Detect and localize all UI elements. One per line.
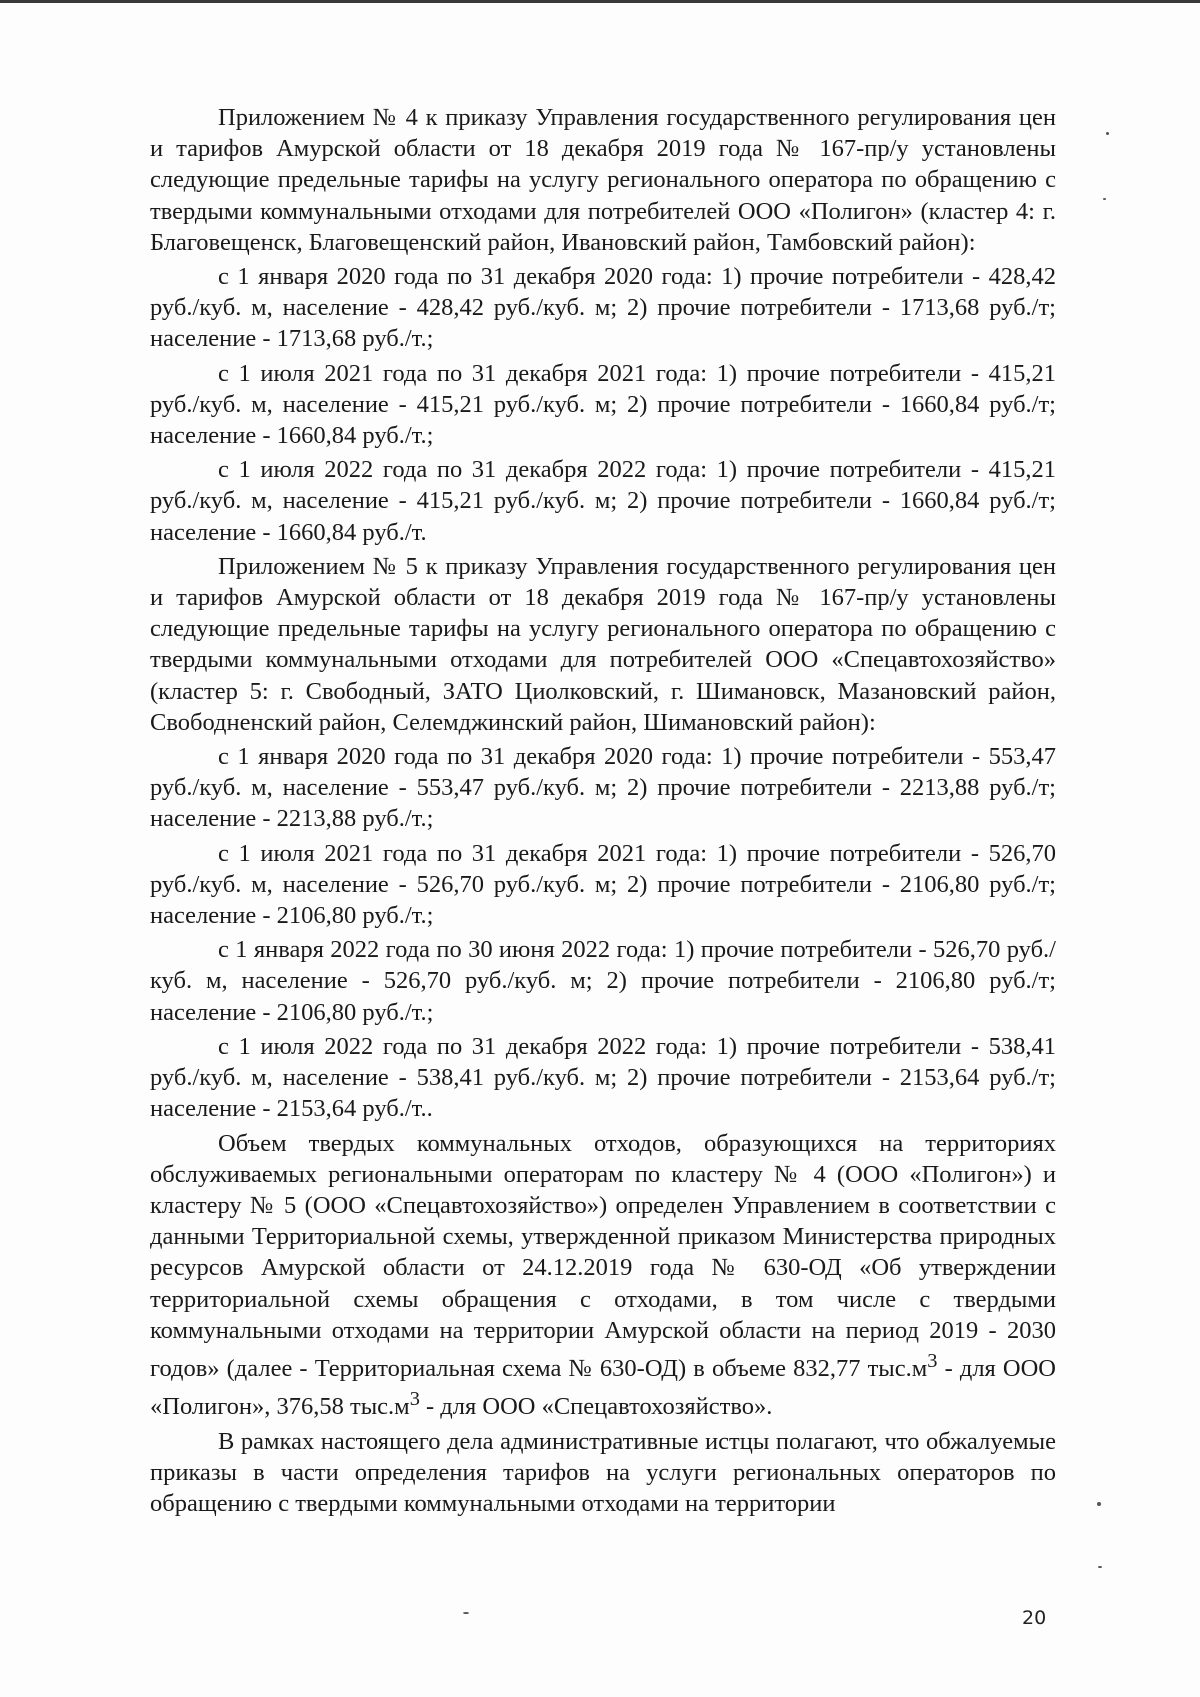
- paragraph-waste-volume: [150, 1128, 1056, 1423]
- paragraph-tariff-2022-cluster4: с 1 июля 2022 года по 31 декабря 2022 года: 1) прочие потребители - 415,21 руб./куб. м, население - 415,21 руб./куб. м; 2) прочие потребители - 1660,84 руб./т; население - 1660,84 руб./т.: [150, 456, 1056, 546]
- volume-text-part3: - для ООО «Спецавтохозяйство».: [419, 1393, 773, 1421]
- page-number: 20: [1022, 1607, 1047, 1629]
- document-body: [150, 102, 1056, 1522]
- superscript-3: 3: [409, 1388, 420, 1411]
- scan-speck: [1106, 132, 1109, 135]
- scan-speck: [1098, 1566, 1102, 1568]
- scan-speck: [1097, 1502, 1101, 1506]
- volume-text-part2: - для ООО «Полигон», 376,58 тыс.м: [150, 1355, 1056, 1421]
- volume-text-part1: Объем твердых коммунальных отходов, образующихся на территориях обслуживаемых региональными операторам по кластеру № 4 (ООО «Полигон») и кластеру № 5 (ООО «Спецавтохозяйство») определен Управлением в соответствии с данными Территориальной схемы, утвержденной приказом Министерства природных ресурсов Амурской области от 24.12.2019 года № 630-ОД «Об утверждении территориальной схемы обращения с отходами, в том числе с твердыми коммунальными отходами на территории Амурской области на период 2019 - 2030 годов» (далее - Территориальная схема № 630-ОД) в объеме 832,77 тыс.м: [150, 1129, 1056, 1383]
- paragraph-tariff-2021-cluster5: с 1 июля 2021 года по 31 декабря 2021 года: 1) прочие потребители - 526,70 руб./куб. м, население - 526,70 руб./куб. м; 2) прочие потребители - 2106,80 руб./т; население - 2106,80 руб./т.;: [150, 839, 1056, 930]
- paragraph-appendix-5: Приложением № 5 к приказу Управления государственного регулирования цен и тарифов Амурской области от 18 декабря 2019 года № 167-пр/у установлены следующие предельные тарифы на услугу регионального оператора по обращению с твердыми коммунальными отходами для потребителей ООО «Спецавтохозяйство» (кластер 5: г. Свободный, ЗАТО Циолковский, г. Шимановск, Мазановский район, Свободненский район, Селемджинский район, Шимановский район):: [150, 552, 1056, 736]
- paragraph-appendix-4: Приложением № 4 к приказу Управления государственного регулирования цен и тарифов Амурской области от 18 декабря 2019 года № 167-пр/у установлены следующие предельные тарифы на услугу регионального оператора по обращению с твердыми коммунальными отходами для потребителей ООО «Полигон» (кластер 4: г. Благовещенск, Благовещенский район, Ивановский район, Тамбовский район):: [150, 104, 1056, 256]
- scan-top-edge: [0, 0, 1200, 3]
- paragraph-tariff-2022h1-cluster5: с 1 января 2022 года по 30 июня 2022 года: 1) прочие потребители - 526,70 руб./куб. м, население - 526,70 руб./куб. м; 2) прочие потребители - 2106,80 руб./т; население - 2106,80 руб./т.;: [150, 936, 1056, 1026]
- scan-speck: [1103, 198, 1106, 200]
- paragraph-tariff-2020-cluster4: с 1 января 2020 года по 31 декабря 2020 года: 1) прочие потребители - 428,42 руб./куб. м, население - 428,42 руб./куб. м; 2) прочие потребители - 1713,68 руб./т; население - 1713,68 руб./т.;: [150, 263, 1056, 353]
- paragraph-claim: В рамках настоящего дела административные истцы полагают, что обжалуемые приказы в части определения тарифов на услуги региональных операторов по обращению с твердыми коммунальными отходами на территории: [150, 1427, 1056, 1518]
- paragraph-tariff-2020-cluster5: с 1 января 2020 года по 31 декабря 2020 года: 1) прочие потребители - 553,47 руб./куб. м, население - 553,47 руб./куб. м; 2) прочие потребители - 2213,88 руб./т; население - 2213,88 руб./т.;: [150, 743, 1056, 833]
- paragraph-tariff-2022h2-cluster5: с 1 июля 2022 года по 31 декабря 2022 года: 1) прочие потребители - 538,41 руб./куб. м, население - 538,41 руб./куб. м; 2) прочие потребители - 2153,64 руб./т; население - 2153,64 руб./т..: [150, 1032, 1056, 1123]
- superscript-3: 3: [927, 1349, 938, 1372]
- paragraph-tariff-2021-cluster4: с 1 июля 2021 года по 31 декабря 2021 года: 1) прочие потребители - 415,21 руб./куб. м, население - 415,21 руб./куб. м; 2) прочие потребители - 1660,84 руб./т; население - 1660,84 руб./т.;: [150, 359, 1056, 450]
- scan-speck: [463, 1612, 469, 1614]
